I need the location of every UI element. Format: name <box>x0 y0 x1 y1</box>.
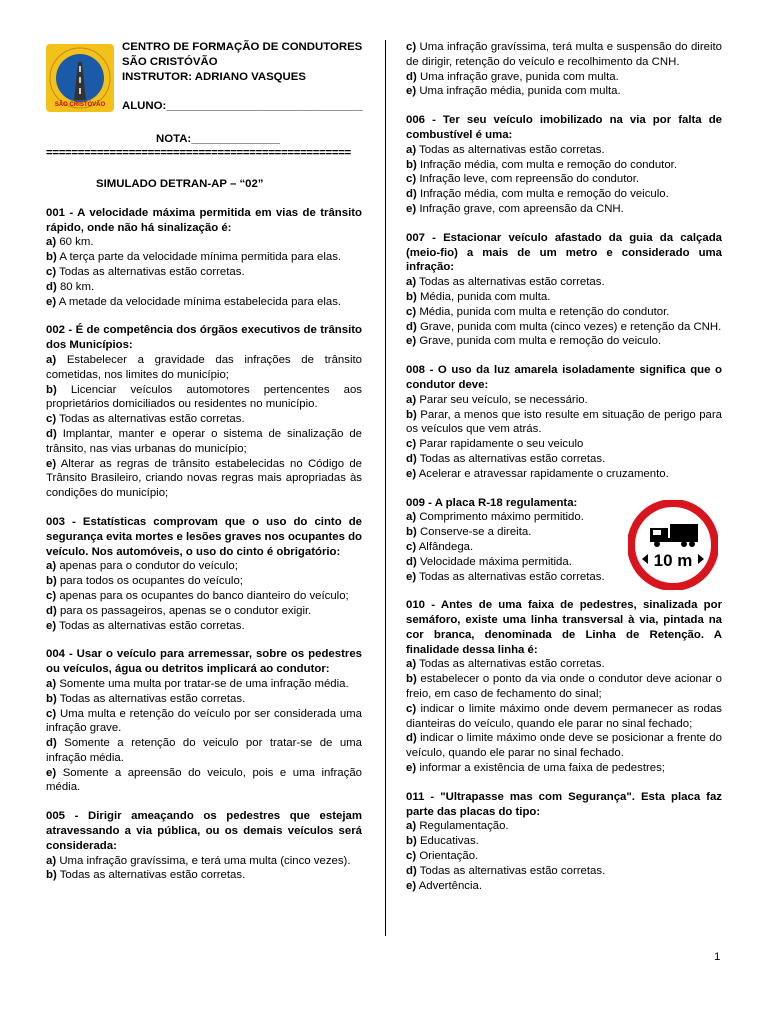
question-005-continued <box>406 40 722 99</box>
question-title: 011 - "Ultrapasse mas com Segurança". Esta placa faz parte das placas do tipo: <box>406 790 722 818</box>
option-letter: e) <box>406 467 417 480</box>
answer-option <box>46 353 362 383</box>
option-text: para os passageiros, apenas se o condutor exigir. <box>59 604 312 617</box>
option-text: Orientação. <box>419 850 479 863</box>
answer-option <box>406 467 722 482</box>
option-text: Infração grave, com apreensão da CNH. <box>419 202 624 215</box>
question-title: 009 - A placa R-18 regulamenta: <box>406 496 578 509</box>
answer-option <box>406 84 722 99</box>
question-title: 003 - Estatísticas comprovam que o uso do cinto de segurança evita mortes e lesões graves nos ocupantes do veículo. Nos automóveis, o uso do cinto é obrigatório: <box>46 515 362 558</box>
option-text: Advertência. <box>418 879 483 892</box>
answer-option <box>46 559 362 574</box>
option-letter: e) <box>406 335 417 348</box>
option-letter: a) <box>406 393 417 406</box>
option-letter: b) <box>46 383 57 396</box>
answer-option <box>46 295 362 310</box>
option-letter: c) <box>46 707 57 720</box>
option-letter: b) <box>406 290 417 303</box>
option-text: para todos os ocupantes do veículo; <box>59 575 243 588</box>
separator-line: ================================================ <box>46 147 351 159</box>
question-title: 006 - Ter seu veículo imobilizado na via por falta de combustível é uma: <box>406 114 722 141</box>
svg-text:SÃO CRISTÓVÃO: SÃO CRISTÓVÃO <box>54 102 106 108</box>
question-title: 005 - Dirigir ameaçando os pedestres que estejam atravessando a via pública, ou os demais veículos será considerada: <box>46 810 362 852</box>
option-letter: d) <box>406 452 417 465</box>
answer-option <box>406 334 722 349</box>
option-text: Somente a apreensão do veiculo, pois e uma infração média. <box>46 766 362 794</box>
option-letter: b) <box>406 526 417 539</box>
option-text: Todas as alternativas estão corretas. <box>419 143 605 156</box>
svg-text:10 m: 10 m <box>653 550 693 570</box>
answer-option <box>46 457 362 501</box>
page-number: 1 <box>714 951 721 963</box>
option-text: Infração média, com multa e remoção do veiculo. <box>419 188 669 201</box>
answer-option <box>406 834 722 849</box>
answer-option <box>406 819 722 834</box>
answer-option <box>406 408 722 438</box>
option-text: Uma infração gravíssima, e terá uma multa (cinco vezes). <box>59 854 351 867</box>
school-logo <box>46 44 114 112</box>
option-letter: c) <box>406 41 417 53</box>
option-letter: e) <box>406 879 417 892</box>
header-text <box>122 40 363 114</box>
option-letter: b) <box>46 251 57 264</box>
answer-option <box>46 677 362 692</box>
option-letter: b) <box>46 869 57 882</box>
option-letter: d) <box>46 280 57 293</box>
option-letter: c) <box>406 305 417 318</box>
instructor-name: INSTRUTOR: ADRIANO VASQUES <box>122 70 306 83</box>
option-text: 60 km. <box>59 236 94 249</box>
answer-option <box>46 235 362 250</box>
answer-option <box>406 702 722 732</box>
answer-option <box>46 619 362 634</box>
question-block <box>46 206 362 310</box>
exam-title: SIMULADO DETRAN-AP – “02” <box>96 178 264 190</box>
option-text: Parar, a menos que isto resulte em situação de perigo para os veículos que vem atrás. <box>406 408 723 436</box>
question-block <box>406 790 722 894</box>
answer-option <box>406 849 722 864</box>
option-letter: e) <box>46 457 57 470</box>
option-letter: a) <box>46 560 57 573</box>
question-title: 007 - Estacionar veículo afastado da guia da calçada (meio-fio) a mais de um metro e considerado uma infração: <box>406 231 722 274</box>
answer-option <box>406 40 722 70</box>
option-text: Uma infração média, punida com multa. <box>419 85 621 98</box>
option-letter: d) <box>406 864 417 877</box>
option-letter: b) <box>46 575 57 588</box>
answer-option <box>46 265 362 280</box>
answer-option <box>406 187 722 202</box>
answer-option <box>406 437 722 452</box>
answer-option <box>46 574 362 589</box>
option-letter: d) <box>406 188 417 201</box>
answer-option <box>46 604 362 619</box>
option-text: Somente uma multa por tratar-se de uma infração média. <box>59 677 349 690</box>
answer-option <box>406 305 722 320</box>
option-letter: e) <box>46 295 57 308</box>
option-text: Grave, punida com multa (cinco vezes) e retenção da CNH. <box>419 320 722 333</box>
option-text: apenas para o condutor do veículo; <box>59 560 238 573</box>
option-letter: e) <box>406 570 417 583</box>
answer-option <box>406 393 722 408</box>
left-column <box>46 40 362 897</box>
question-block <box>406 598 722 776</box>
question-block <box>406 363 722 481</box>
option-letter: a) <box>46 677 57 690</box>
option-letter: c) <box>406 438 417 451</box>
question-block <box>406 113 722 217</box>
option-text: Todas as alternativas estão corretas. <box>59 619 245 632</box>
option-text: indicar o limite máximo onde deve se posicionar a frente do veículo, quando ele parar no sinal fechado. <box>406 732 722 760</box>
option-letter: d) <box>46 604 57 617</box>
option-letter: a) <box>406 511 417 524</box>
option-text: Todas as alternativas estão corretas. <box>419 452 606 465</box>
question-009 <box>406 496 722 585</box>
option-text: 80 km. <box>59 280 95 293</box>
answer-option <box>46 589 362 604</box>
answer-option <box>406 275 722 290</box>
option-letter: d) <box>46 427 57 440</box>
option-letter: a) <box>406 143 417 156</box>
option-letter: a) <box>46 854 57 867</box>
option-text: A metade da velocidade mínima estabelecida para elas. <box>58 295 342 308</box>
option-text: Alterar as regras de trânsito estabelecidas no Código de Trânsito Brasileiro, criando novas regras mais apropriadas às condições do município; <box>46 457 362 500</box>
option-text: Parar seu veículo, se necessário. <box>419 393 588 406</box>
option-text: Grave, punida com multa e remoção do veiculo. <box>419 335 662 348</box>
answer-option <box>46 427 362 457</box>
option-text: Regulamentação. <box>419 820 509 833</box>
option-letter: c) <box>406 540 417 553</box>
option-text: apenas para os ocupantes do banco dianteiro do veículo; <box>59 589 349 602</box>
answer-option <box>46 736 362 766</box>
option-letter: a) <box>46 353 57 366</box>
option-text: Implantar, manter e operar o sistema de sinalização de trânsito, nas vias urbanas do município; <box>46 427 362 455</box>
option-text: Somente a retenção do veiculo por tratar-se de uma infração média. <box>46 737 362 764</box>
question-block <box>46 515 362 633</box>
answer-option <box>406 290 722 305</box>
answer-option <box>406 879 722 894</box>
option-text: Média, punida com multa. <box>419 290 551 303</box>
option-letter: c) <box>406 173 417 186</box>
option-text: Todas as alternativas estão corretas. <box>419 864 606 877</box>
answer-option <box>406 70 722 85</box>
answer-option <box>46 766 362 796</box>
answer-option <box>406 731 722 761</box>
answer-option <box>46 707 362 737</box>
option-letter: e) <box>406 202 417 215</box>
student-field[interactable]: ALUNO:_______________________________ <box>122 100 363 113</box>
option-letter: d) <box>406 70 417 83</box>
document-header <box>46 40 363 159</box>
right-questions <box>406 113 722 481</box>
option-letter: d) <box>46 737 57 750</box>
answer-option <box>406 320 722 335</box>
option-letter: b) <box>406 158 417 171</box>
answer-option <box>406 172 722 187</box>
option-letter: b) <box>406 835 417 848</box>
answer-option <box>406 202 722 217</box>
option-text: Velocidade máxima permitida. <box>419 555 572 568</box>
option-letter: a) <box>46 236 57 249</box>
option-text: Infração média, com multa e remoção do condutor. <box>419 158 677 171</box>
option-text: Educativas. <box>419 835 479 848</box>
answer-option <box>46 854 362 869</box>
option-letter: b) <box>406 673 417 686</box>
option-text: Acelerar e atravessar rapidamente o cruzamento. <box>418 467 669 480</box>
answer-option <box>46 383 362 413</box>
option-text: indicar o limite máximo onde devem permanecer as rodas dianteiras do veículo, quando ele parar no sinal fechado; <box>406 702 722 730</box>
question-block <box>46 323 362 501</box>
question-title: 004 - Usar o veículo para arremessar, sobre os pedestres ou veículos, água ou detritos implicará ao condutor: <box>46 648 362 676</box>
answer-option <box>46 250 362 265</box>
option-letter: a) <box>406 820 417 833</box>
right-column <box>406 40 722 907</box>
option-letter: c) <box>46 589 57 602</box>
answer-option <box>406 761 722 776</box>
option-letter: d) <box>406 320 417 333</box>
option-text: estabelecer o ponto da via onde o condutor deve acionar o freio, em caso de fechamento do sinal; <box>406 673 722 701</box>
option-text: Estabelecer a gravidade das infrações de trânsito cometidas, nos limites do município; <box>46 353 362 381</box>
option-letter: c) <box>46 265 57 278</box>
answer-option <box>46 280 362 295</box>
option-text: Conserve-se a direita. <box>419 526 532 539</box>
option-text: Todas as alternativas estão corretas. <box>419 276 605 289</box>
option-text: Todas as alternativas estão corretas. <box>59 869 246 882</box>
answer-option <box>406 143 722 158</box>
option-text: A terça parte da velocidade mínima permitida para elas. <box>59 251 342 264</box>
right-questions-lower <box>406 598 722 893</box>
option-letter: a) <box>406 658 417 671</box>
school-name: CENTRO DE FORMAÇÃO DE CONDUTORES <box>122 41 363 53</box>
question-block <box>46 809 362 883</box>
question-title: 002 - É de competência dos órgãos executivos de trânsito dos Municípios: <box>46 324 362 352</box>
option-letter: e) <box>46 766 57 779</box>
option-text: Todas as alternativas estão corretas. <box>419 658 605 671</box>
option-letter: b) <box>46 692 57 705</box>
option-letter: b) <box>406 408 417 421</box>
answer-option <box>46 692 362 707</box>
option-text: Uma infração gravíssima, terá multa e suspensão do direito de dirigir, retenção do veículo e recolhimento da CNH. <box>406 41 722 68</box>
option-text: informar a existência de uma faixa de pedestres; <box>419 762 665 775</box>
question-title: 001 - A velocidade máxima permitida em vias de trânsito rápido, onde não há sinalização é: <box>46 206 362 234</box>
option-letter: c) <box>46 413 57 426</box>
option-letter: a) <box>406 276 417 289</box>
question-title: 008 - O uso da luz amarela isoladamente significa que o condutor deve: <box>406 364 722 391</box>
option-text: Licenciar veículos automotores pertencentes aos proprietários domiciliados ou residentes no município. <box>46 383 362 411</box>
answer-option <box>406 452 722 467</box>
option-text: Todas as alternativas estão corretas. <box>59 413 245 426</box>
r18-sign-icon <box>628 500 718 590</box>
answer-option <box>406 657 722 672</box>
question-block <box>46 647 362 795</box>
option-letter: e) <box>406 762 417 775</box>
option-letter: e) <box>406 85 417 98</box>
grade-field[interactable]: NOTA:______________ <box>156 133 280 145</box>
option-letter: d) <box>406 732 417 745</box>
question-title: 010 - Antes de uma faixa de pedestres, sinalizada por semáforo, existe uma linha transversal à via, pintada na cor branca, denominada de Linha de Retenção. A finalidade dessa linha é: <box>406 599 722 656</box>
option-letter: c) <box>406 850 417 863</box>
option-text: Todas as alternativas estão corretas. <box>59 265 245 278</box>
answer-option <box>46 412 362 427</box>
option-text: Média, punida com multa e retenção do condutor. <box>419 305 670 318</box>
option-text: Uma infração grave, punida com multa. <box>419 70 619 83</box>
option-letter: c) <box>406 702 417 715</box>
answer-option <box>406 158 722 173</box>
option-text: Uma multa e retenção do veículo por ser considerada uma infração grave. <box>46 707 363 735</box>
option-letter: d) <box>406 555 417 568</box>
option-text: Infração leve, com repreensão do condutor. <box>419 173 640 186</box>
answer-option <box>46 868 362 883</box>
answer-option <box>406 864 722 879</box>
option-letter: e) <box>46 619 57 632</box>
option-text: Todas as alternativas estão corretas. <box>419 570 605 583</box>
answer-option <box>406 672 722 702</box>
left-questions <box>46 206 362 883</box>
city-name: SÃO CRISTÓVÃO <box>122 55 218 68</box>
option-text: Comprimento máximo permitido. <box>419 511 584 524</box>
question-block <box>406 231 722 349</box>
option-text: Parar rapidamente o seu veiculo <box>419 438 584 451</box>
option-text: Alfândega. <box>418 540 474 553</box>
option-text: Todas as alternativas estão corretas. <box>59 692 246 705</box>
column-divider <box>385 40 386 936</box>
